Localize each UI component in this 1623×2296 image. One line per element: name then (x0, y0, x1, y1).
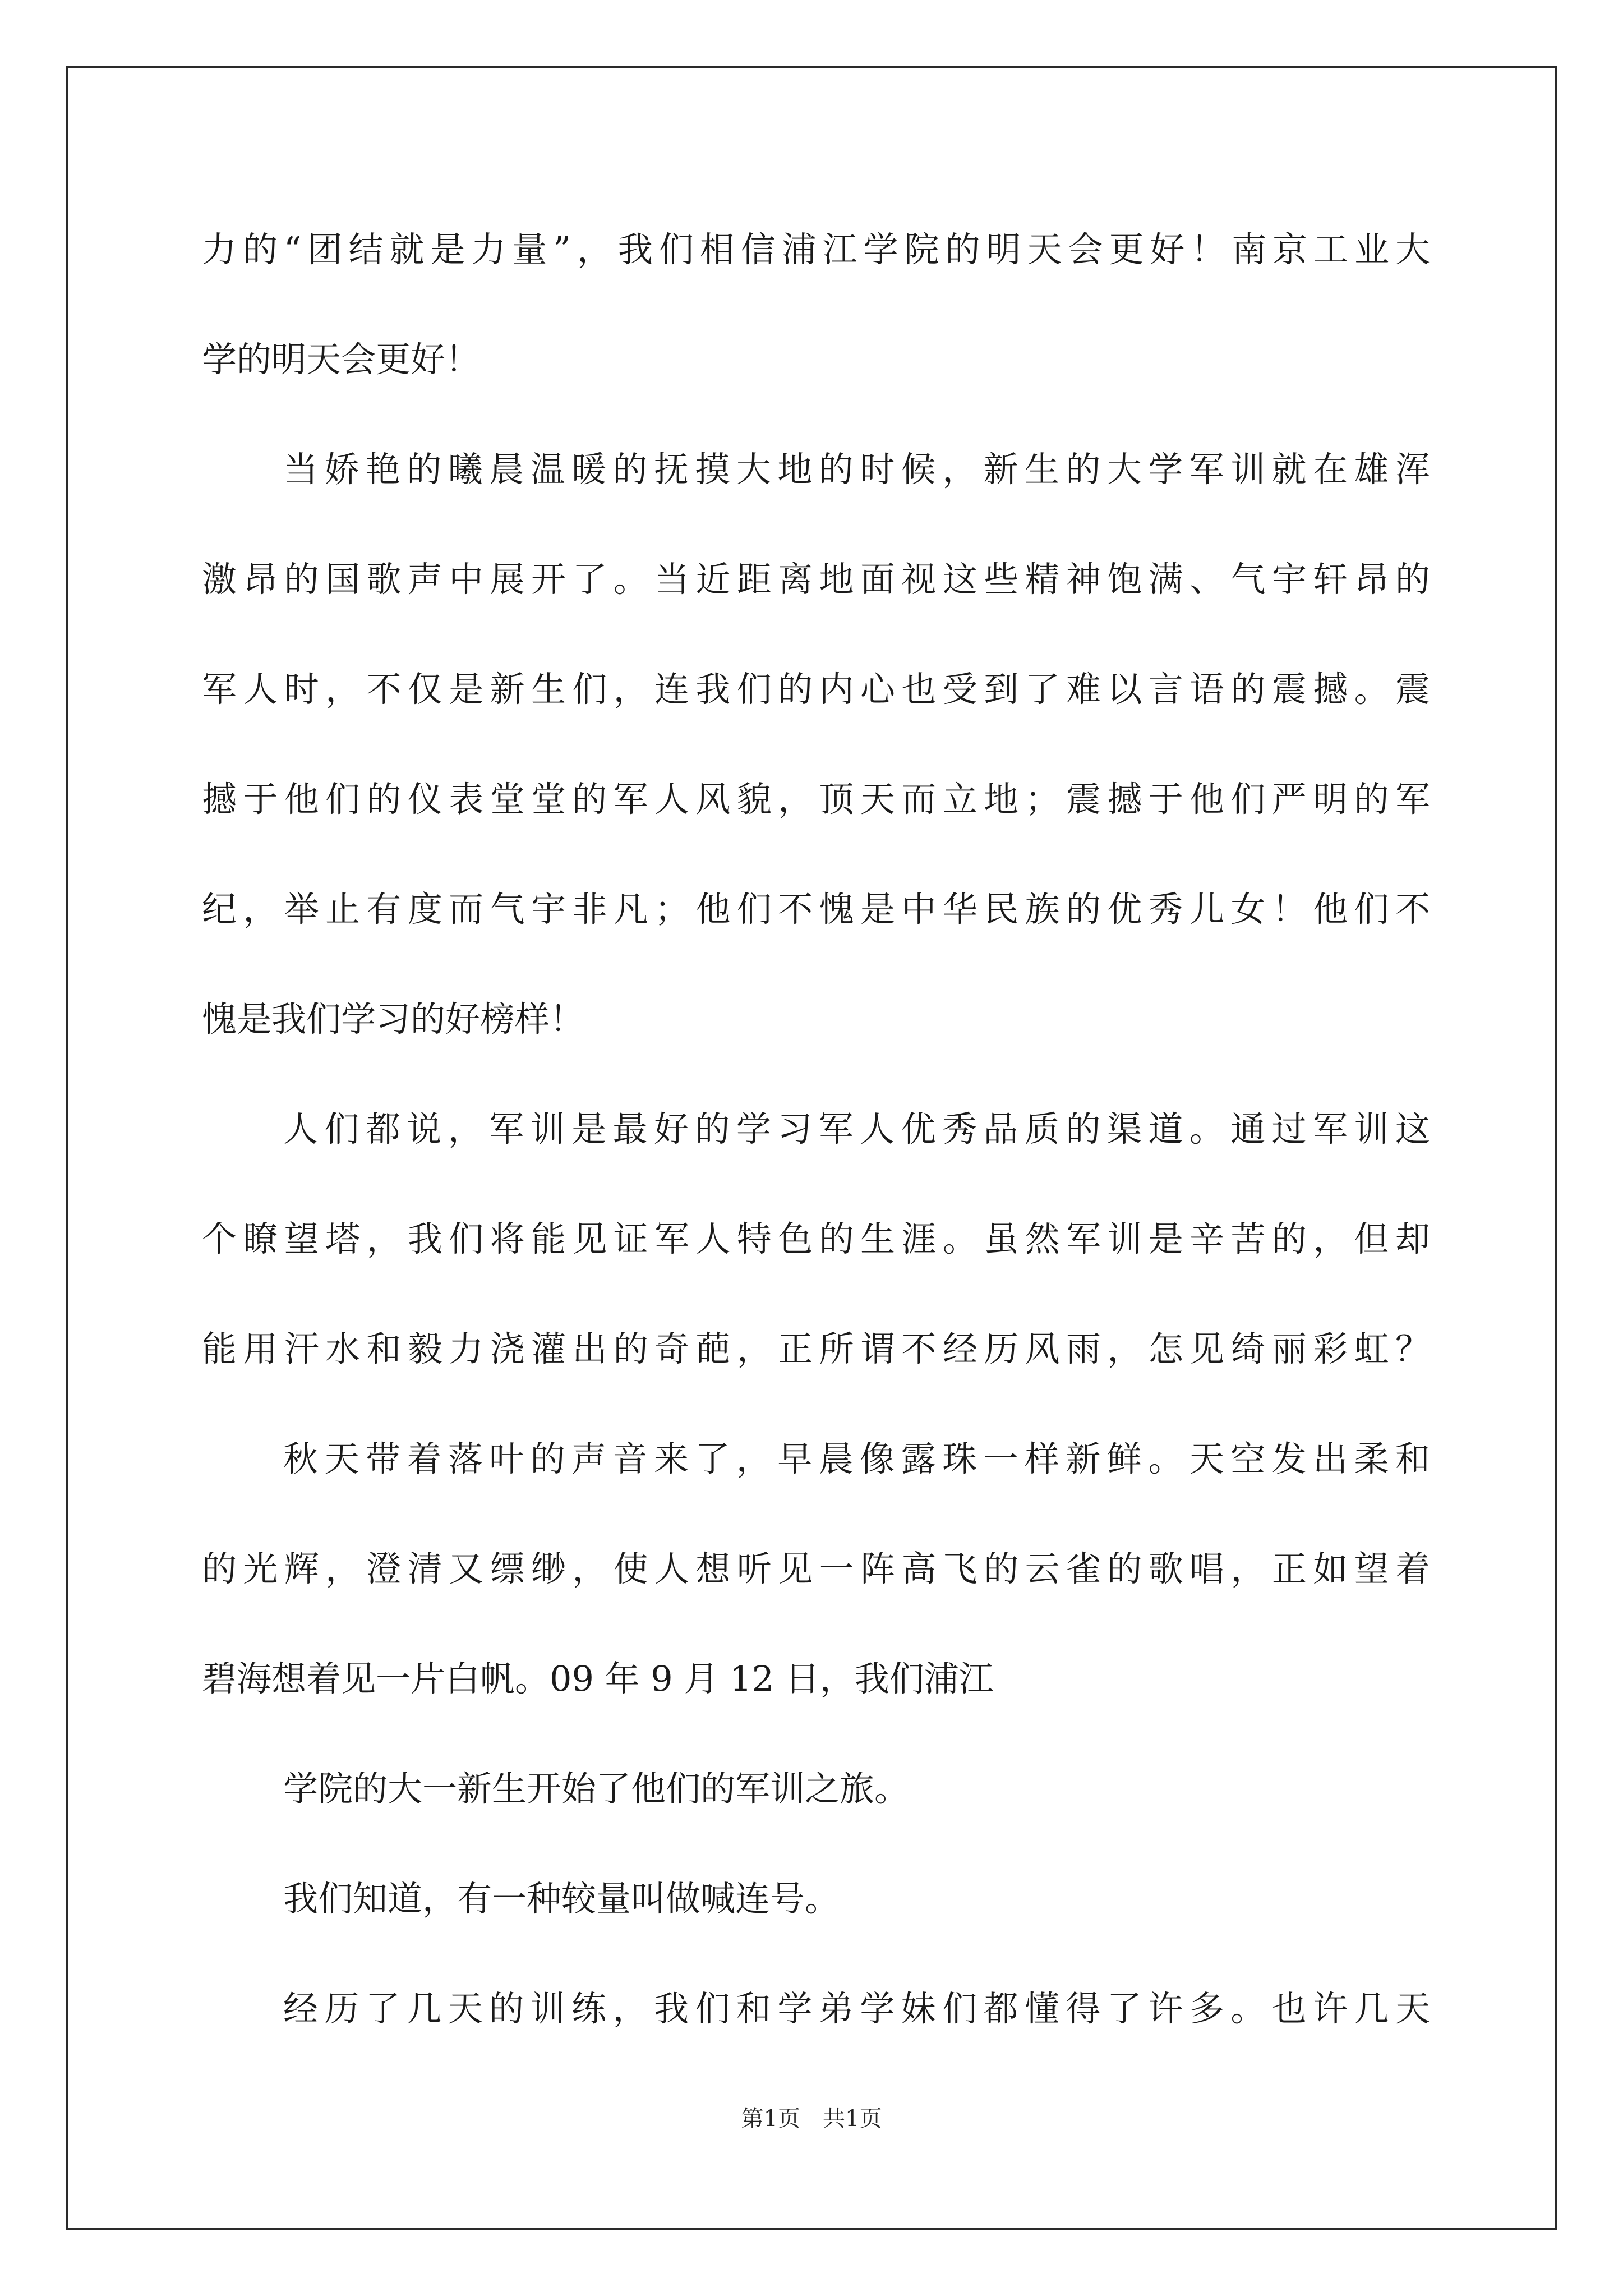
text-line: 力的“团结就是力量”，我们相信浦江学院的明天会更好！南京工业大 (202, 229, 1430, 270)
text-line: 人们都说，军训是最好的学习军人优秀品质的渠道。通过军训这 (283, 1108, 1430, 1149)
text-line: 能用汗水和毅力浇灌出的奇葩，正所谓不经历风雨，怎见绮丽彩虹？ (202, 1328, 1430, 1369)
text-line: 愧是我们学习的好榜样！ (202, 999, 585, 1039)
page-number-footer: 第1页 共1页 (741, 2106, 882, 2132)
text-line: 秋天带着落叶的声音来了，早晨像露珠一样新鲜。天空发出柔和 (283, 1438, 1430, 1479)
text-line: 激昂的国歌声中展开了。当近距离地面视这些精神饱满、气宇轩昂的 (202, 559, 1430, 600)
text-line: 我们知道，有一种较量叫做喊连号。 (283, 1878, 840, 1919)
text-line: 学的明天会更好！ (202, 339, 481, 380)
text-line: 当娇艳的曦晨温暖的抚摸大地的时候，新生的大学军训就在雄浑 (283, 449, 1430, 490)
text-line: 的光辉，澄清又缥缈，使人想听见一阵高飞的云雀的歌唱，正如望着 (202, 1548, 1430, 1589)
text-line: 纪，举止有度而气宇非凡；他们不愧是中华民族的优秀儿女！他们不 (202, 889, 1430, 930)
text-line: 军人时，不仅是新生们，连我们的内心也受到了难以言语的震撼。震 (202, 669, 1430, 710)
text-line: 撼于他们的仪表堂堂的军人风貌，顶天而立地；震撼于他们严明的军 (202, 779, 1430, 820)
text-line: 个瞭望塔，我们将能见证军人特色的生涯。虽然军训是辛苦的，但却 (202, 1218, 1430, 1259)
text-line: 经历了几天的训练，我们和学弟学妹们都懂得了许多。也许几天 (283, 1988, 1430, 2029)
text-line: 学院的大一新生开始了他们的军训之旅。 (283, 1768, 910, 1809)
text-line: 碧海想着见一片白帆。09 年 9 月 12 日，我们浦江 (202, 1658, 994, 1699)
